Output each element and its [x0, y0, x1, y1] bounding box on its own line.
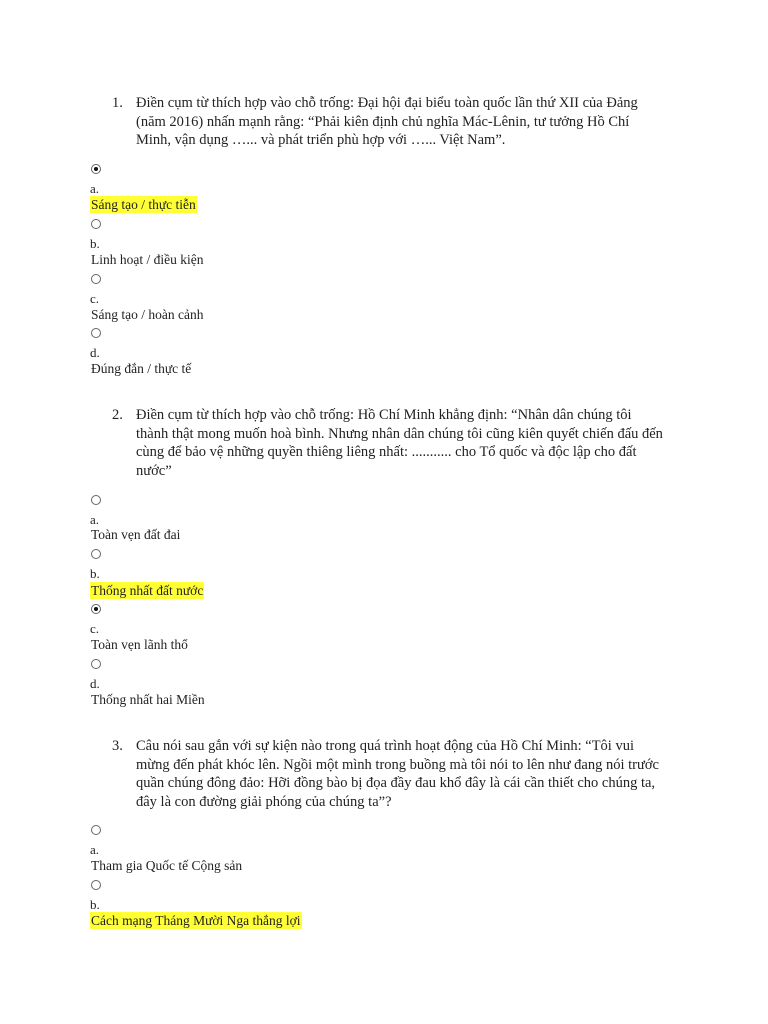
option-radio-b[interactable]	[91, 549, 101, 559]
option-text-b[interactable]: Thống nhất đất nước	[91, 583, 204, 598]
option-letter-a: a.	[90, 842, 100, 857]
option-text-a[interactable]: Toàn vẹn đất đai	[91, 527, 181, 542]
option-text-c[interactable]: Toàn vẹn lãnh thổ	[91, 637, 188, 652]
option-radio-d[interactable]	[91, 328, 101, 338]
option-text-a[interactable]: Sáng tạo / thực tiễn	[91, 197, 196, 212]
option-radio-a[interactable]	[91, 164, 101, 174]
option-text-a[interactable]: Tham gia Quốc tế Cộng sản	[91, 858, 243, 873]
option-letter-b: b.	[90, 236, 100, 251]
option-text-b[interactable]: Linh hoạt / điều kiện	[91, 252, 204, 267]
option-radio-b[interactable]	[91, 219, 101, 229]
option-letter-d: d.	[90, 345, 100, 360]
option-letter-a: a.	[90, 181, 100, 196]
option-text-b[interactable]: Cách mạng Tháng Mười Nga thắng lợi	[91, 913, 301, 928]
option-letter-c: c.	[90, 291, 100, 306]
question-number: 3.	[112, 738, 123, 754]
option-letter-b: b.	[90, 897, 100, 912]
option-radio-a[interactable]	[91, 495, 101, 505]
option-letter-d: d.	[90, 676, 100, 691]
question-text: Câu nói sau gắn với sự kiện nào trong quá trình hoạt động của Hồ Chí Minh: “Tôi vui mừng đến phát khóc lên. Ngồi một mình trong buồng mà tôi nói to lên như đang nói trước quần chúng đông đảo: Hỡi đồng bào bị đọa đầy đau khổ đây là cái cần thiết cho chúng ta, đây là con đường giải phóng của chúng ta”?	[136, 738, 659, 810]
question-number: 1.	[112, 95, 123, 111]
option-letter-a: a.	[90, 512, 100, 527]
question-text: Điền cụm từ thích hợp vào chỗ trống: Hồ Chí Minh khẳng định: “Nhân dân chúng tôi thành thật mong muốn hoà bình. Nhưng nhân dân chúng tôi cũng kiên quyết chiến đấu đến cùng để bảo vệ những quyền thiêng liêng nhất: ........... cho Tổ quốc và độc lập cho đất nước”	[136, 407, 663, 479]
option-radio-c[interactable]	[91, 604, 101, 614]
option-letter-b: b.	[90, 566, 100, 581]
option-text-d[interactable]: Đúng đắn / thực tế	[91, 361, 192, 376]
option-text-c[interactable]: Sáng tạo / hoàn cảnh	[91, 307, 204, 322]
option-text-d[interactable]: Thống nhất hai Miền	[91, 692, 205, 707]
option-radio-d[interactable]	[91, 659, 101, 669]
option-letter-c: c.	[90, 621, 100, 636]
question-text: Điền cụm từ thích hợp vào chỗ trống: Đại hội đại biểu toàn quốc lần thứ XII của Đảng (năm 2016) nhấn mạnh rằng: “Phải kiên định chủ nghĩa Mác-Lênin, tư tưởng Hồ Chí Minh, vận dụng …... và phát triển phù hợp với …... Việt Nam”.	[136, 95, 638, 148]
option-radio-a[interactable]	[91, 825, 101, 835]
option-radio-b[interactable]	[91, 880, 101, 890]
option-radio-c[interactable]	[91, 274, 101, 284]
question-number: 2.	[112, 407, 123, 423]
